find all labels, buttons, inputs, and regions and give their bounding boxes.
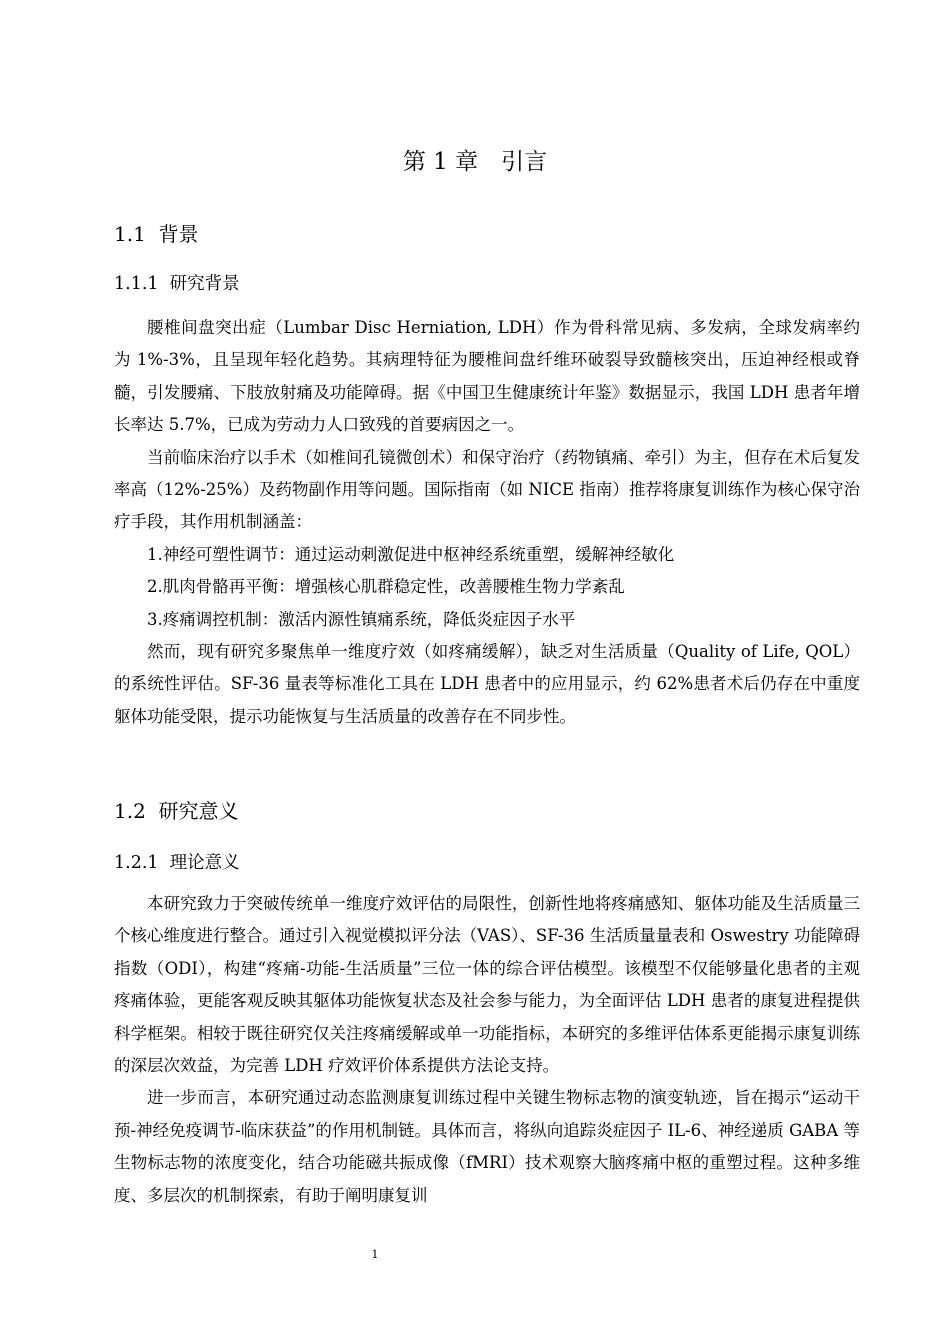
chapter-title: 第 1 章 引言 — [402, 149, 548, 175]
paragraph: 本研究致力于突破传统单一维度疗效评估的局限性，创新性地将疼痛感知、躯体功能及生活质量三个核心维度进行整合。通过引入视觉模拟评分法（VAS）、SF-36 生活质量量表和 Oswestry 功能障碍指数（ODI），构建“疼痛-功能-生活质量”三位一体的综合评估模型。该模型不仅能够量化患者的主观疼痛体验，更能客观反映其躯体功能恢复状态及社会参与能力，为全面评估 LDH 患者的康复进程提供科学框架。相较于既往研究仅关注疼痛缓解或单一功能指标，本研究的多维评估体系更能揭示康复训练的深层次效益，为完善 LDH 疗效评价体系提供方法论支持。 — [114, 894, 860, 1076]
paragraph: 当前临床治疗以手术（如椎间孔镜微创术）和保守治疗（药物镇痛、牵引）为主，但存在术后复发率高（12%-25%）及药物副作用等问题。国际指南（如 NICE 指南）推荐将康复训练作为核心保守治疗手段，其作用机制涵盖： — [114, 447, 860, 532]
section-heading-research-significance: 1.2 研究意义 — [114, 799, 239, 823]
paragraph: 然而，现有研究多聚焦单一维度疗效（如疼痛缓解），缺乏对生活质量（Quality of Life, QOL）的系统性评估。SF-36 量表等标准化工具在 LDH 患者中的应用显示，约 62%患者术后仍存在中重度躯体功能受限，提示功能恢复与生活质量的改善存在不同步性。 — [114, 642, 860, 726]
list-item: 3.疼痛调控机制：激活内源性镇痛系统，降低炎症因子水平 — [147, 609, 576, 629]
paragraph: 腰椎间盘突出症（Lumbar Disc Herniation, LDH）作为骨科常见病、多发病，全球发病率约为 1%-3%，且呈现年轻化趋势。其病理特征为腰椎间盘纤维环破裂导致髓核突出，压迫神经根或脊髓，引发腰痛、下肢放射痛及功能障碍。据《中国卫生健康统计年鉴》数据显示，我国 LDH 患者年增长率达 5.7%，已成为劳动力人口致残的首要病因之一。 — [114, 318, 860, 435]
subsection-heading-research-background: 1.1.1 研究背景 — [114, 274, 240, 294]
list-item: 2.肌肉骨骼再平衡：增强核心肌群稳定性，改善腰椎生物力学紊乱 — [147, 577, 625, 597]
section-heading-background: 1.1 背景 — [114, 222, 199, 246]
theoretical-significance-body — [114, 888, 860, 1212]
subsection-heading-theoretical-significance: 1.2.1 理论意义 — [114, 853, 240, 873]
research-background-body — [114, 312, 860, 733]
page-number: 1 — [371, 1248, 379, 1261]
list-item: 1.神经可塑性调节：通过运动刺激促进中枢神经系统重塑，缓解神经敏化 — [147, 544, 675, 564]
paragraph: 进一步而言，本研究通过动态监测康复训练过程中关键生物标志物的演变轨迹，旨在揭示“运动干预-神经免疫调节-临床获益”的作用机制链。具体而言，将纵向追踪炎症因子 IL-6、神经递质 GABA 等生物标志物的浓度变化，结合功能磁共振成像（fMRI）技术观察大脑疼痛中枢的重塑过程。这种多维度、多层次的机制探索，有助于阐明康复训 — [114, 1088, 860, 1205]
